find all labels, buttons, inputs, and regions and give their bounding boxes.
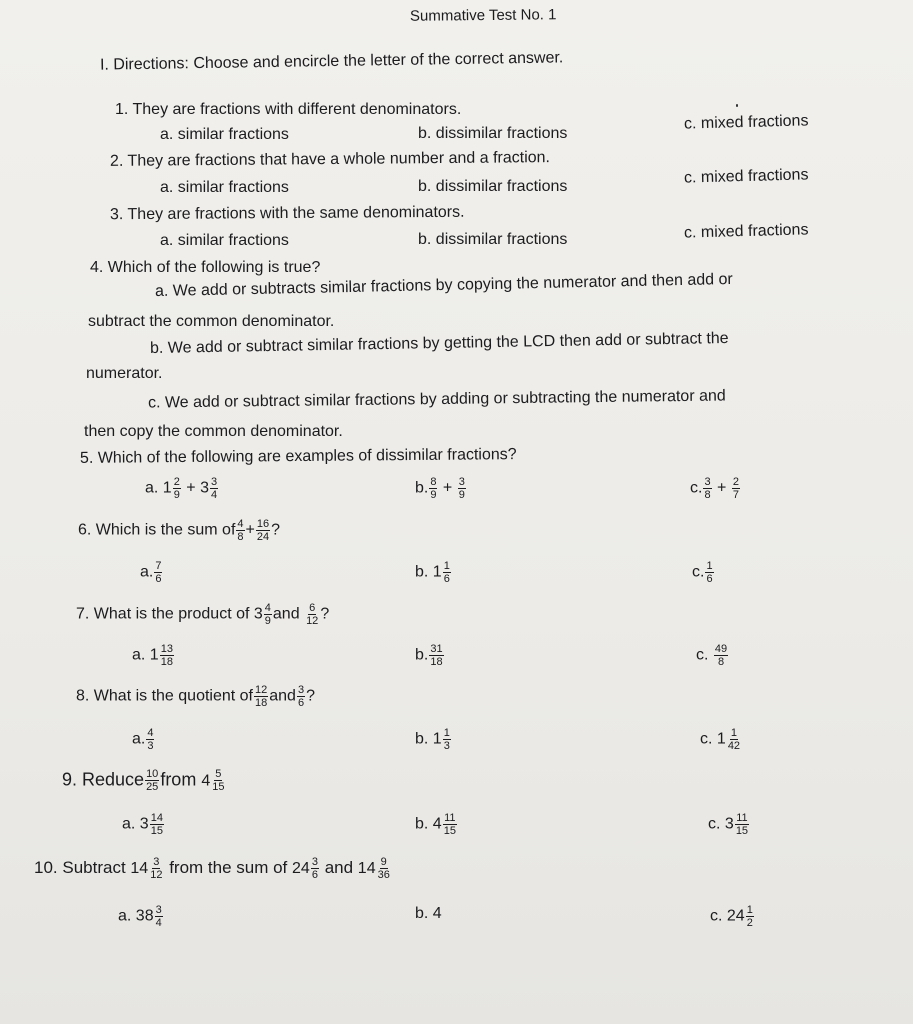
fraction: $\frac{3}{6}$: [311, 856, 318, 881]
fraction: $\frac{49}{8}$: [714, 643, 728, 668]
fraction: $\frac{2}{7}$: [732, 476, 739, 501]
q7-choice-a[interactable]: [132, 643, 175, 668]
whole-number: 1: [432, 730, 442, 748]
operator: +: [186, 479, 196, 497]
fraction: $\frac{13}{18}$: [160, 643, 173, 668]
q6-choice-b[interactable]: [415, 560, 452, 585]
question-4-stem: 4. Which of the following is true?: [90, 259, 321, 276]
operator: +: [717, 479, 727, 497]
q9-choice-a[interactable]: [122, 812, 165, 837]
q2-choice-b[interactable]: b. dissimilar fractions: [418, 178, 568, 195]
whole-number: 3: [139, 815, 149, 833]
fraction: $\frac{1}{2}$: [746, 904, 753, 929]
q4-choice-b-line2: numerator.: [86, 365, 163, 382]
question-7-stem: 7. What is the product of 3 $\frac{4}{9}$ and $\frac{6}{12}$ ?: [76, 602, 330, 627]
whole-number: 24: [726, 907, 745, 925]
fraction: $\frac{4}{9}$: [264, 602, 271, 627]
choice-letter: c.: [690, 479, 703, 497]
q1-choice-c[interactable]: c. mixed fractions: [683, 112, 809, 133]
choice-letter: a.: [140, 563, 154, 581]
q4-choice-a-line2: subtract the common denominator.: [88, 313, 335, 330]
choice-letter: a.: [145, 479, 159, 497]
fraction: $\frac{6}{12}$: [306, 602, 319, 627]
q2-choice-a[interactable]: a. similar fractions: [160, 179, 289, 196]
whole-number: 1: [162, 479, 172, 497]
q10-choice-c[interactable]: [710, 904, 755, 929]
fraction: $\frac{31}{18}$: [430, 643, 443, 668]
q3-choice-a[interactable]: a. similar fractions: [160, 232, 289, 249]
q1-choice-a[interactable]: a. similar fractions: [160, 126, 289, 143]
choice-letter: b.: [415, 563, 429, 581]
fraction: $\frac{2}{9}$: [173, 476, 180, 501]
q4-choice-c-line1[interactable]: c. We add or subtract similar fractions by adding or subtracting the numerator and: [147, 387, 726, 412]
q2-choice-c[interactable]: c. mixed fractions: [683, 166, 809, 187]
q5-choice-c[interactable]: [690, 476, 741, 501]
fraction: $\frac{3}{8}$: [704, 476, 711, 501]
fraction: $\frac{9}{36}$: [377, 856, 390, 881]
q6-choice-a[interactable]: [140, 560, 163, 585]
choice-letter: b.: [415, 730, 429, 748]
q8-choice-a[interactable]: [132, 727, 155, 752]
q9-choice-c[interactable]: [708, 812, 750, 837]
choice-letter: c.: [708, 815, 721, 833]
question-9-stem: 9. Reduce $\frac{10}{25}$ from 4 $\frac{5}{15}$: [62, 768, 225, 793]
q3-choice-b[interactable]: b. dissimilar fractions: [418, 231, 568, 248]
whole-number: 38: [135, 907, 154, 925]
fraction: $\frac{1}{6}$: [443, 560, 450, 585]
q10-choice-b[interactable]: b. 4: [415, 905, 442, 922]
q8-choice-b[interactable]: [415, 727, 452, 752]
q8-choice-c[interactable]: [700, 727, 742, 752]
question-8-stem: 8. What is the quotient of $\frac{12}{18}$ and $\frac{3}{6}$ ?: [76, 684, 315, 709]
operator: +: [442, 479, 453, 497]
q3-choice-c[interactable]: c. mixed fractions: [683, 221, 809, 242]
q5-choice-b[interactable]: [415, 476, 467, 501]
choice-letter: c.: [692, 563, 705, 581]
q7-choice-c[interactable]: [696, 643, 729, 668]
q4-choice-c-line2: then copy the common denominator.: [84, 423, 343, 440]
fraction: $\frac{14}{15}$: [150, 812, 163, 837]
choice-letter: a.: [132, 646, 146, 664]
whole-number: 1: [716, 730, 726, 748]
choice-letter: c.: [696, 646, 709, 664]
choice-letter: a.: [122, 815, 136, 833]
choice-letter: b.: [415, 479, 429, 497]
fraction: $\frac{8}{9}$: [430, 476, 437, 501]
fraction: $\frac{3}{4}$: [155, 904, 162, 929]
question-10-stem: 10. Subtract 14 $\frac{3}{12}$ from the sum of 24 $\frac{3}{6}$ and 14 $\frac{9}{36}$: [34, 856, 390, 881]
fraction: $\frac{3}{9}$: [458, 476, 465, 501]
q9-choice-b[interactable]: [415, 812, 458, 837]
choice-letter: b.: [415, 815, 429, 833]
fraction: $\frac{11}{15}$: [735, 812, 749, 837]
test-title: Summative Test No. 1: [409, 6, 557, 25]
whole-number: 1: [149, 646, 159, 664]
fraction: $\frac{1}{6}$: [706, 560, 713, 585]
q7-choice-b[interactable]: [415, 643, 445, 668]
choice-letter: c.: [710, 907, 723, 925]
fraction: $\frac{16}{24}$: [256, 518, 270, 543]
fraction: $\frac{12}{18}$: [255, 684, 268, 709]
q10-choice-a[interactable]: [118, 904, 164, 929]
whole-number: 3: [724, 815, 734, 833]
fraction: $\frac{11}{15}$: [443, 812, 456, 837]
fraction: $\frac{5}{15}$: [212, 768, 225, 793]
fraction: $\frac{4}{8}$: [237, 518, 244, 543]
fraction: $\frac{1}{3}$: [443, 727, 450, 752]
choice-letter: a.: [132, 730, 146, 748]
question-6-stem: 6. Which is the sum of $\frac{4}{8}$ + $\frac{16}{24}$ ?: [78, 518, 281, 543]
fraction: $\frac{1}{42}$: [727, 727, 741, 752]
directions: I. Directions: Choose and encircle the letter of the correct answer.: [99, 49, 564, 74]
q4-choice-a-line1[interactable]: a. We add or subtracts similar fractions by copying the numerator and then add or: [154, 270, 733, 301]
pencil-mark: [736, 104, 738, 107]
q4-choice-b-line1[interactable]: b. We add or subtract similar fractions by getting the LCD then add or subtract the: [149, 329, 729, 358]
choice-letter: c.: [700, 730, 713, 748]
question-3-stem: 3. They are fractions with the same denominators.: [109, 203, 465, 224]
whole-number: 4: [432, 815, 442, 833]
question-5-stem: 5. Which of the following are examples of dissimilar fractions?: [79, 446, 517, 467]
fraction: $\frac{3}{12}$: [150, 856, 163, 881]
fraction: $\frac{3}{4}$: [210, 476, 218, 501]
whole-number: 3: [200, 479, 209, 497]
question-1-stem: 1. They are fractions with different denominators.: [115, 101, 462, 118]
q1-choice-b[interactable]: b. dissimilar fractions: [418, 125, 568, 142]
question-2-stem: 2. They are fractions that have a whole number and a fraction.: [109, 149, 551, 170]
fraction: $\frac{10}{25}$: [146, 768, 159, 793]
fraction: $\frac{3}{6}$: [297, 684, 305, 709]
fraction: $\frac{4}{3}$: [147, 727, 154, 752]
fraction: $\frac{7}{6}$: [155, 560, 162, 585]
choice-letter: a.: [118, 907, 132, 925]
q6-choice-c[interactable]: [692, 560, 715, 585]
q5-choice-a[interactable]: [145, 476, 219, 501]
choice-letter: b.: [415, 646, 429, 664]
whole-number: 1: [432, 563, 442, 581]
